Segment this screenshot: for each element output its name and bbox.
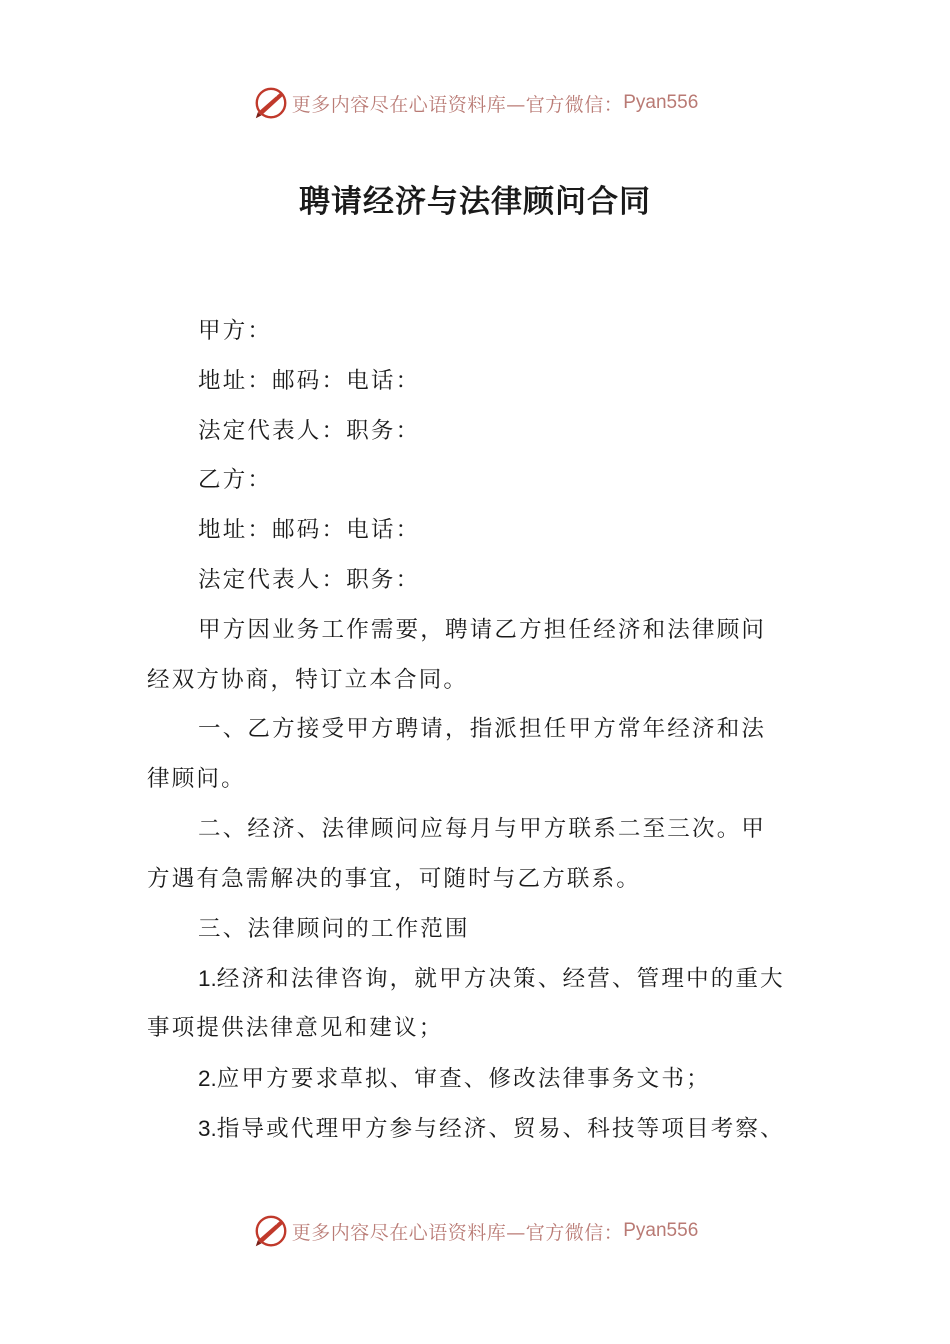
party-a-contact-line: 地址：邮码：电话： — [198, 367, 421, 394]
header-banner — [0, 83, 950, 123]
item-3-text: 指导或代理甲方参与经济、贸易、科技等项目考察、 — [216, 1115, 785, 1142]
party-b-contact-line: 地址：邮码：电话： — [198, 517, 421, 544]
document-body — [147, 307, 807, 1154]
item-2-text: 应甲方要求草拟、审查、修改法律事务文书； — [216, 1065, 711, 1092]
intro-paragraph-line-1: 甲方因业务工作需要，聘请乙方担任经济和法律顾问 — [198, 616, 767, 643]
intro-paragraph-line-2: 经双方协商，特订立本合同。 — [147, 666, 469, 693]
banner-text: 更多内容尽在心语资料库—官方微信： — [291, 93, 624, 116]
footer-banner — [0, 1211, 950, 1251]
clause-1-line-2: 律顾问。 — [147, 766, 246, 793]
party-b-line: 乙方： — [198, 467, 273, 494]
item-1-line-1 — [147, 954, 807, 1004]
clause-3-heading: 三、法律顾问的工作范围 — [198, 915, 470, 942]
item-3-line-1 — [147, 1104, 807, 1154]
banner-text: 更多内容尽在心语资料库—官方微信： — [291, 1221, 624, 1244]
item-1-text: 经济和法律咨询，就甲方决策、经营、管理中的重大 — [216, 966, 785, 993]
item-1-number: 1. — [198, 966, 217, 992]
clause-1-line-1: 一、乙方接受甲方聘请，指派担任甲方常年经济和法 — [198, 716, 767, 743]
item-1-line-2: 事项提供法律意见和建议； — [147, 1015, 444, 1042]
party-b-rep-line: 法定代表人：职务： — [198, 566, 421, 593]
pen-logo-icon — [252, 1212, 290, 1250]
party-a-rep-line: 法定代表人：职务： — [198, 417, 421, 444]
item-2-number: 2. — [198, 1065, 217, 1091]
item-3-number: 3. — [198, 1115, 217, 1141]
party-a-line: 甲方： — [198, 318, 273, 344]
pen-logo-icon — [252, 84, 290, 122]
banner-wechat-id: Pyan556 — [623, 92, 699, 113]
clause-2-line-2: 方遇有急需解决的事宜，可随时与乙方联系。 — [147, 865, 642, 892]
banner-wechat-id: Pyan556 — [623, 1220, 699, 1241]
document-title: 聘请经济与法律顾问合同 — [299, 184, 651, 220]
item-2-line-1 — [147, 1054, 807, 1104]
clause-2-line-1: 二、经济、法律顾问应每月与甲方联系二至三次。甲 — [198, 815, 767, 842]
